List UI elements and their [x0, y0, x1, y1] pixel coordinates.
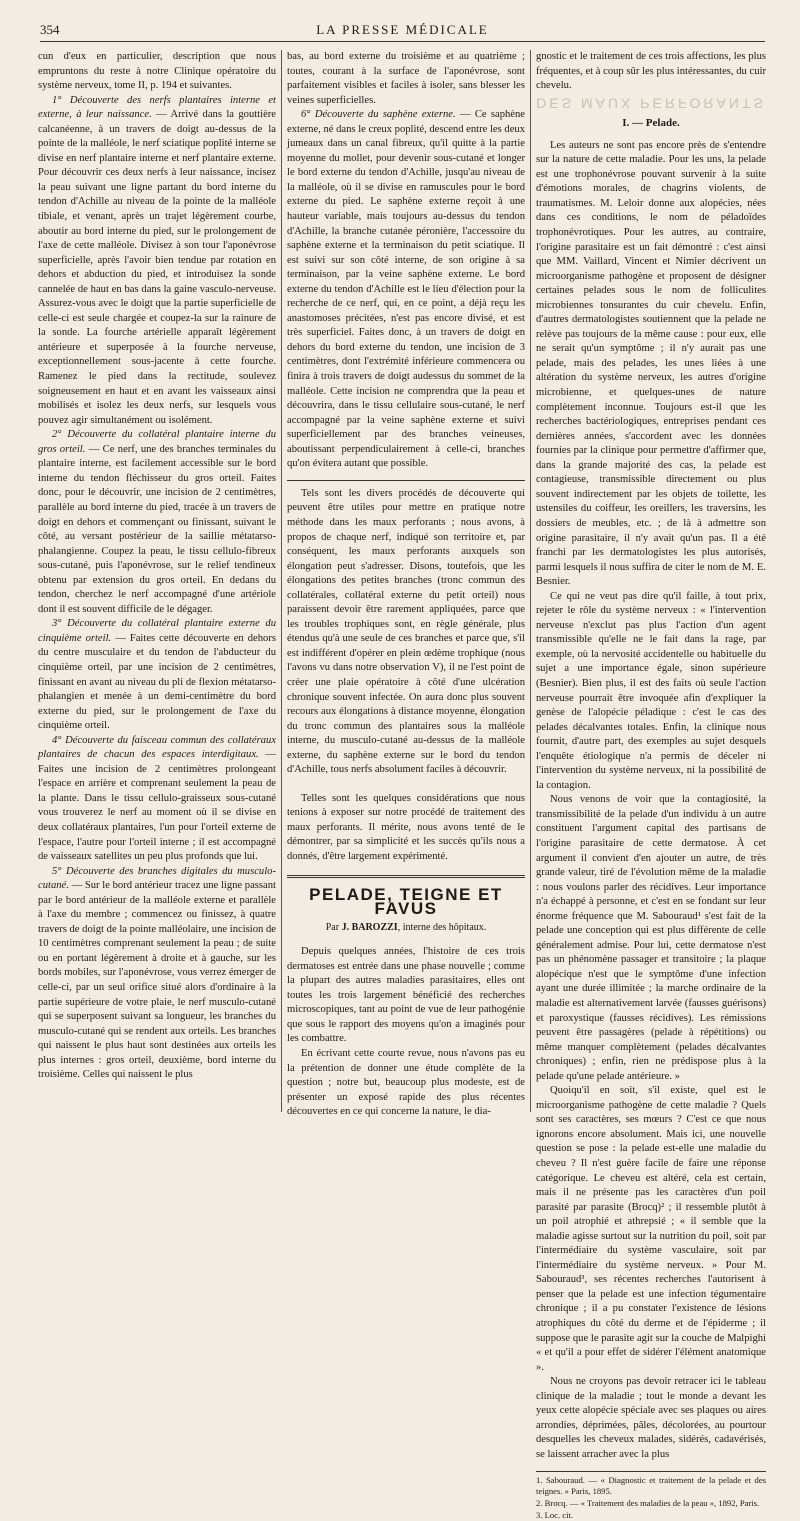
paragraph-text: — Sur le bord antérieur tracez une ligne passant par le bord antérieur de la malléole externe et parallèle à l'axe du membre ; commencez ou finissez, à quatre travers de doigt de la pointe malléolaire, une incision de 10 centimètres comprenant seulement la peau ; de suite ou en portant légèrement à droite et à gauche, sur les bords mobiles, sur l'aponévrose, vous verrez émerger de celle-ci, par un seul orifice situé alors d'ordinaire à la partie supérieure de votre plaie, le nerf musculo-cutané qui se superposent suivant sa longueur, les branches du musculo-cutané qui se rendent aux orteils. Les branches qui naissent le plus haut sont destinées aux orteils les plus internes : gros orteil, deuxième, bord interne du troisième. Celles qui naissent le plus [38, 880, 276, 1081]
subsection-title: 6° Découverte du saphène externe. [301, 109, 456, 121]
paragraph [38, 865, 276, 1083]
journal-title: LA PRESSE MÉDICALE [316, 22, 489, 37]
footnote: 2. Brocq. — « Traitement des maladies de la peau », 1892, Paris. [536, 1497, 760, 1508]
column-3 [536, 50, 766, 1520]
footnote: 1. Sabouraud. — « Diagnostic et traitement de la pelade et des teignes. » Paris, 1895. [536, 1474, 766, 1496]
section-title: I. — Pelade. [622, 117, 680, 130]
page-number: 354 [40, 22, 60, 37]
byline: Par J. BAROZZI, interne des hôpitaux. [325, 921, 487, 933]
paragraph [287, 108, 525, 472]
paragraph-text: — Ce nerf, une des branches terminales du plantaire interne, est facilement accessible sur le bord interne du tendon fléchisseur du gros orteil. Faites donc, pour le découvrir, une incision de 2 centimètres, parallèle au bord interne du pied, tracée à un travers de doigt en dehors et commençant ou finissant, suivant le côté, au versant postérieur de la saillie métatarso-phalangienne. Coupez la peau, le tissu cellulo-fibreux sous-cutané, puis l'aponévrose, sur le relief tendineux obtenu par extension du gros orteil. En dedans du tendon, cherchez le nerf accompagné d'une artériole dont il est souvent difficile de le dégager. [38, 443, 276, 615]
paragraph [38, 94, 276, 429]
show-through-text: DES MAUX PERFORANTS [536, 95, 766, 112]
subsection-title: 3° Découverte du collatéral plantaire externe du cinquième orteil. [38, 618, 276, 644]
column-2 [287, 50, 525, 1118]
subsection-title: 1° Découverte des nerfs plantaires interne et externe, à leur naissance. [38, 94, 276, 121]
paragraph: Ce qui ne veut pas dire qu'il faille, à tout prix, rejeter le rôle du système nerveux : « l'intervention nerveuse n'exclut pas plus l'action d'un agent transmissible qu'elle ne le fait dans la rage, par exemple, où la nervosité accidentelle ou habituelle du sujet a une importance égale, sinon supérieure (Besnier). Bien plus, il est des faits où seule l'action nerveuse pourrait être invoquée afin d'expliquer la genèse de l'alopécie péladique : c'est le cas des pelades décalvantes totales. Enfin, la clinique nous fournit, d'autre part, des exemples au sujet desquels l'enquête étiologique n'a permis de déceler ni l'intervention du système nerveux, ni la possibilité de la contagion. [536, 590, 766, 791]
author-name: J. BAROZZI [341, 921, 398, 933]
article-divider [287, 875, 525, 878]
column-divider [281, 50, 282, 1112]
paragraph: bas, au bord externe du troisième et au quatrième ; toutes, courant à la surface de l'aponévrose, sont parfaitement visibles et faciles à isoler, sans blesser les veines superficielles. [287, 51, 525, 106]
paragraph-text: — Faites une incision de 2 centimètres prolongeant l'espace en arrière et comprenant seulement la peau de la plante. Dans le tissu cellulo-graisseux sous-cutané vous trouverez le nerf au moment où il se divise en deux collatéraux plantaires, l'un pour l'orteil externe de l'espace, l'autre pour l'orteil interne ; il est accompagné de vaisseaux satellites un peu plus profonds que lui. [38, 749, 276, 863]
paragraph: Quoiqu'il en soit, s'il existe, quel est le microorganisme pathogène de cette maladie ? Quels sont ses caractères, ses mœurs ? C'est ce que nous ignorons encore absolument. Mais ici, une nouvelle question se pose : la pelade est-elle une maladie du cheveu ? Il n'est guère facile de faire une réponse catégorique. Le cheveu est altéré, cela est certain, mais il ne présente pas les caractères d'un poil parasité par parasite (Brocq)² ; il ressemble plutôt à un poil atrophié et athrepsié ; « il semble que la maladie agisse surtout sur la nutrition du poil, soit par l'intermédiaire du système vasculaire, soit par l'intermédiaire du système nerveux. » Pour M. Sabouraud³, ses récentes recherches l'autorisent à penser que la pelade est une infection tégumentaire chronique ; il a pu constater l'existence de lésions atrophiques du côté du derme et de l'épiderme ; il suppose que le parasite agit sur la couche de Malpighi « et qu'il a pour effet de sidérer l'élément anatomique ». [536, 1085, 766, 1373]
section-rule [287, 480, 525, 481]
paragraph [38, 734, 276, 865]
subsection-title: 2° Découverte du collatéral plantaire interne du gros orteil. [38, 429, 276, 455]
paragraph-text: — Ce saphène externe, né dans le creux poplité, descend entre les deux jumeaux dans un canal fibreux, qu'il quitte à la partie moyenne du mollet, pour devenir sous-cutané et longer le bord externe du tendon d'Achille, jusqu'au niveau de la malléole, où il se divise en ramuscules pour le bord externe du pied. Le saphène externe reçoit à une hauteur variable, mais toujours au-dessus du tendon d'Achille, la branche cutanée péronière, l'accessoire du saphène externe et la terminaison du petit sciatique. Il est suivi sur son côté interne, de son origine à sa terminaison, par la veine saphène externe. Le bord externe du tendon d'Achille est le lieu d'élection pour la recherche de ce nerf, qui, en ce point, a déjà reçu les anastomoses précitées, n'est pas encore divisé, et est très superficiel. Faites donc, à un travers de doigt en dehors du bord externe du tendon, une incision de 3 centimètres, dont l'extrémité inférieure commencera ou finira à trois travers de doigt audessus du sommet de la malléole. Cette incision ne comprendra que la peau et découvrira, dans le tissu cellulaire sous-cutané, le nerf accompagné par la veine saphène externe et suivi superficiellement par des branches veineuses, aboutissant perpendiculairement à celle-ci, branches qu'on évitera autant que possible. [287, 109, 525, 470]
paragraph: En écrivant cette courte revue, nous n'avons pas eu la prétention de donner une étude complète de la question ; notre but, beaucoup plus modeste, est de présenter un exposé rapide des plus récentes découvertes en ce qui concerne la nature, le dia- [287, 1048, 525, 1118]
subsection-title: 5° Découverte des branches digitales du musculo-cutané. [38, 865, 276, 892]
paragraph: Telles sont les quelques considérations que nous tenions à exposer sur notre procédé de traitement des maux perforants. Il mérite, nous avons tenté de le démontrer, par sa simplicité et les succès qu'ils nous a donnés, d'être largement expérimenté. [287, 792, 525, 862]
paragraph-text: — Arrivé dans la gouttière calcanéenne, à un travers de doigt au-dessus de la pointe de la malléole, le nerf sciatique poplité interne se divise en nerf plantaire interne et nerf plantaire externe. Pour découvrir ces deux nerfs à leur naissance, incisez la peau suivant une ligne partant du bord interne du tendon d'Achille au niveau de la pointe de la malléole tibiale, et venant, après un trajet légèrement courbe, aboutir au bord interne du pied, sur le prolongement de l'axe de cette malléole. Divisez à son tour l'aponévrose superficielle, après l'avoir bien tendue par rotation en dehors et abduction du pied, et introduisez la sonde cannelée de haut en bas dans la gaine vasculo-nerveuse. Assurez-vous avec le doigt que la partie superficielle de celle-ci est seule chargée et coupez-la sur la rainure de la sonde. La fourche artérielle apparaît légèrement antérieure et superposée à la fourche nerveuse, exceptionnellement sous-jacente à cette fourche. Ramenez le pied dans la rectitude, soulevez soigneusement en haut et en avant les vaisseaux ainsi mobilisés et isolez les deux nerfs, sur lesquels vous pouvez agir simultanément ou isolément. [38, 109, 276, 426]
footnote: 3. Loc. cit. [536, 1509, 573, 1520]
paragraph: Tels sont les divers procédés de découverte qui peuvent être utiles pour mettre en pratique notre méthode dans les maux perforants ; nous avons, à propos de chaque nerf, indiqué son territoire et, par conséquent, les maux perforants auxquels son élongation peut s'adresser. Disons, toutefois, que les élongations des petites branches (tronc commun des collatérales, collatéral externe du petit orteil) nous paraissent devoir être rarement appliquées, parce que les troubles trophiques sont, en règle générale, plus étendus qu'à une seule de ces branches et parce que, s'il est indifférent d'opérer en plein œdème trophique (nous l'avons vu dans notre observation V), il ne l'est point de créer une plaie opératoire à côté d'une ulcération chronique souvent infectée. On aura donc plus souvent recours aux élongations à distance moyenne, élongation du tronc commun des plantaires sous la malléole interne, du musculo-cutané au-dessus de la malléole externe, du saphène externe sur le bord du tendon d'Achille, tous nerfs absolument faciles à découvrir. [287, 487, 525, 776]
paragraph: Depuis quelques années, l'histoire de ces trois dermatoses est entrée dans une phase nouvelle ; comme la plupart des autres maladies parasitaires, elles ont toutes les trois largement bénéficié des recherches microscopiques, tant au point de vue de leur pathogénie que sous le rapport des moyens qu'on a imaginés pour les combattre. [287, 946, 525, 1045]
paragraph [38, 428, 276, 617]
page-header [40, 20, 765, 42]
subsection-title: 4° Découverte du faisceau commun des collatéraux plantaires de chacun des espaces interdigitaux. [38, 734, 276, 761]
column-1 [38, 50, 276, 1110]
column-divider [530, 50, 531, 1112]
paragraph: Les auteurs ne sont pas encore près de s'entendre sur la nature de cette maladie. Pour les uns, la pelade est une trophonévrose pouvant survenir à la suite d'émotions morales, de chagrins violents, de traumatismes. M. Leloir donne aux alopécies, nées dans ces conditions, le nom de péladoïdes trophonévrotiques. Pour les autres, au contraire, l'origine parasitaire est un fait démontré : c'est ainsi que MM. Vaillard, Vincent et Nimier décrivent un microorganisme pathogène et proposent de désigner certaines pelades sous le nom de folliculites microbiennes tonsurantes du cuir chevelu. Enfin, d'autres dermatologistes soutiennent que la pelade ne relève pas toujours de la même cause : pour eux, elle ne serait qu'un symptôme ; il n'y aurait pas une pelade, mais des pelades, les unes liées à une altération du système nerveux, les autres d'origine microbienne, et quelques-unes de nature complètement inconnue. Toujours est-il que les recherches bactériologiques, entreprises pendant ces dernières années, s'accordent avec les données fournies par la clinique pour permettre d'affirmer que, dans la grande majorité des cas, la pelade est contagieuse, transmissible directement ou plus souvent indirectement par les objets de toilette, les ustensiles du coiffeur, les oreillers, les traversins, les dossiers de meubles, etc. ; de là à admettre son origine parasitaire, il n'y avait qu'un pas. Il a été franchi par les dermatologistes les plus autorisés, parmi lesquels il nous suffira de citer le nom de M. E. Besnier. [536, 139, 766, 588]
paragraph: cun d'eux en particulier, description que nous empruntons du reste à notre Clinique opératoire du système nerveux, tome II, p. 194 et suivantes. [38, 51, 276, 92]
paragraph: Nous ne croyons pas devoir retracer ici le tableau clinique de la maladie ; tout le monde a devant les yeux cette alopécie spéciale avec ses plaques ou aires arrondies, déprimées, pâles, décolorées, au pourtour desquelles les cheveux malades, sidérés, cadavérisés, se laissent arracher avec la plus [536, 1376, 766, 1460]
paragraph [38, 617, 276, 733]
paragraph: gnostic et le traitement de ces trois affections, les plus fréquentes, et à coup sûr les plus intéressantes, du cuir chevelu. [536, 51, 766, 92]
article-title: PELADE, TEIGNE ET FAVUS [309, 884, 503, 919]
paragraph-text: — Faites cette découverte en dehors du centre musculaire et du tendon de l'abducteur du cinquième orteil, par une incision de 2 centimètres, finissant en avant au niveau du pli de flexion métatarso-phalangien et menée à un demi-centimètre du bord externe du pied, sur le prolongement de l'axe du cinquième orteil. [38, 632, 276, 732]
footnotes [536, 1471, 766, 1521]
paragraph: Nous venons de voir que la contagiosité, la transmissibilité de la pelade d'un individu à un autre constituent l'argument capital des partisans de l'origine parasitaire de cette dermatose. À cet argument il convient d'en ajouter un autre, de très grande valeur, tiré de l'évolution même de la maladie : nous voulons parler des récidives. Leur importance n'a échappé à personne, et c'est en se fondant sur leur énorme fréquence que M. Sabouraud¹ s'est fait de la pelade une conception qui est plus différente de celle généralement admise. Pour lui, cette dermatose n'est pas un phénomène passager et transitoire ; la plaque alopécique n'est que le symptôme d'une infection ayant une durée illimitée ; la marche ordinaire de la maladie est alternativement larvée (fausses guérisons) et paroxystique (fausses récidives). Les rémissions peuvent être passagères (pelade à répétitions) ou même manquer complètement (pelades décalvantes chroniques) ; enfin, rien ne prédispose plus à la pelade qu'une pelade antérieure. » [536, 794, 766, 1082]
